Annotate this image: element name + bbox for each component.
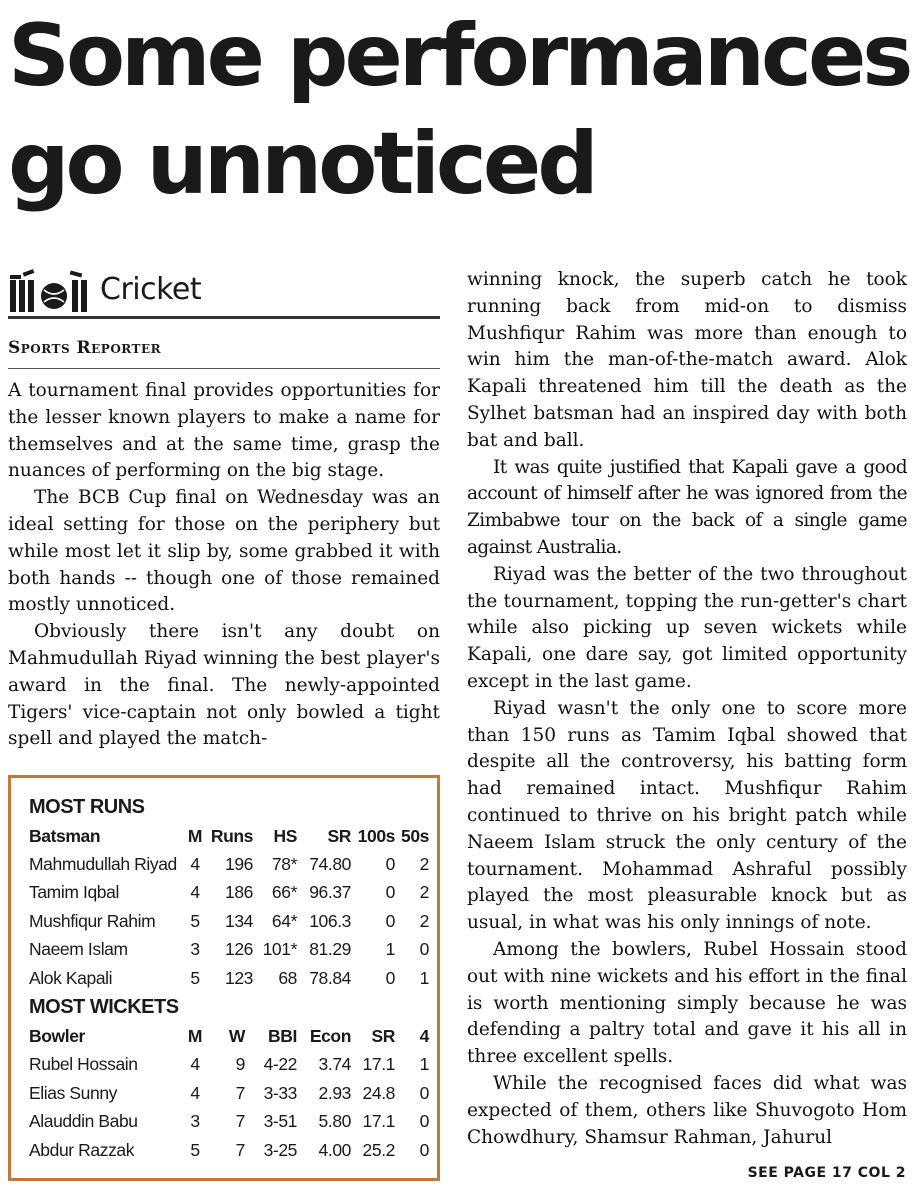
cricket-stumps-ball-icon	[8, 266, 94, 312]
most-wickets-heading: MOST WICKETS	[29, 996, 179, 1019]
table-row	[29, 936, 429, 964]
byline: Sports Reporter	[8, 338, 162, 358]
column-header: M	[187, 1026, 203, 1047]
paragraph: A tournament final provides opportunities for the lesser known players to make a name for themselves and at the same time, grasp the nuances of performing on the big stage.	[8, 380, 440, 482]
cell-four-wickets: 1	[419, 1054, 429, 1075]
cell-best-bowling: 4-22	[263, 1054, 297, 1075]
cell-best-bowling: 3-51	[263, 1111, 297, 1132]
column-header: M	[187, 825, 203, 846]
batsman-name: Mushfiqur Rahim	[29, 910, 156, 931]
cell-fifties: 2	[419, 854, 429, 875]
cell-strike-rate: 24.8	[362, 1082, 395, 1103]
cell-wickets: 7	[235, 1139, 245, 1160]
column-header: BBI	[268, 1026, 297, 1047]
headline-line-1: Some performances	[8, 6, 910, 106]
cell-four-wickets: 0	[419, 1139, 429, 1160]
cell-strike-rate: 96.37	[309, 882, 351, 903]
byline-divider	[8, 368, 440, 369]
cell-matches: 4	[190, 1054, 200, 1075]
cell-economy: 3.74	[318, 1054, 351, 1075]
table-row	[29, 1136, 429, 1164]
table-header-row	[29, 822, 429, 850]
most-wickets-table	[29, 1022, 429, 1164]
bowler-name: Elias Sunny	[29, 1082, 118, 1103]
paragraph: It was quite justified that Kapali gave a good account of himself after he was ignored from the Zimbabwe tour on the back of a single game against Australia.	[467, 456, 907, 558]
cell-four-wickets: 0	[419, 1082, 429, 1103]
cell-wickets: 7	[235, 1111, 245, 1132]
paragraph: Riyad was the better of the two throughout the tournament, topping the run-getter's chart while also picking up seven wickets while Kapali, one dare say, got limited opportunity except in the last game.	[467, 563, 907, 692]
cell-high-score: 101*	[262, 939, 297, 960]
headline	[8, 2, 913, 218]
most-runs-table	[29, 822, 429, 992]
batsman-name: Alok Kapali	[29, 967, 113, 988]
article-column-1	[8, 378, 440, 753]
cell-high-score: 66*	[271, 882, 297, 903]
cell-matches: 3	[190, 1111, 200, 1132]
cell-best-bowling: 3-33	[263, 1082, 297, 1103]
cell-runs: 134	[225, 910, 253, 931]
column-header: HS	[273, 825, 297, 846]
cell-wickets: 7	[235, 1082, 245, 1103]
section-bar	[8, 262, 440, 319]
cell-economy: 5.80	[318, 1111, 351, 1132]
most-runs-heading: MOST RUNS	[29, 796, 145, 818]
column-header: Econ	[309, 1026, 351, 1047]
paragraph: Riyad wasn't the only one to score more than 150 runs as Tamim Iqbal showed that despite all the controversy, his batting form had remained intact. Mushfiqur Rahim continued to thrive on his bright patch while Naeem Islam struck the only century of the tournament. Mohammad Ashraful possibly played the most pleasurable knock but as usual, in what was his only innings of note.	[467, 697, 907, 934]
table-row	[29, 1079, 429, 1107]
column-header: SR	[327, 825, 351, 846]
cell-fifties: 0	[419, 939, 429, 960]
cell-fifties: 2	[419, 882, 429, 903]
cell-hundreds: 1	[385, 939, 395, 960]
column-header: W	[228, 1026, 245, 1047]
cell-strike-rate: 17.1	[362, 1111, 395, 1132]
column-header: Bowler	[29, 1026, 85, 1047]
continuation-note: SEE PAGE 17 COL 2	[747, 1165, 906, 1181]
paragraph: Among the bowlers, Rubel Hossain stood out with nine wickets and his effort in the final is worth mentioning simply because he was defending a paltry total and gave it his all in three excellent spells.	[467, 938, 907, 1068]
cell-matches: 3	[190, 939, 200, 960]
cell-strike-rate: 78.84	[309, 967, 351, 988]
cell-matches: 5	[190, 967, 200, 988]
column-header: SR	[371, 1026, 395, 1047]
cell-economy: 2.93	[318, 1082, 351, 1103]
cell-high-score: 68	[278, 967, 297, 988]
article-column-2	[467, 267, 907, 1151]
column-header: 100s	[357, 825, 395, 846]
cell-runs: 196	[225, 854, 253, 875]
cell-strike-rate: 106.3	[309, 910, 351, 931]
cell-fifties: 1	[419, 967, 429, 988]
section-name: Cricket	[100, 272, 202, 307]
stats-box	[8, 775, 440, 1181]
table-row	[29, 1108, 429, 1136]
cell-strike-rate: 81.29	[309, 939, 351, 960]
cell-matches: 4	[190, 854, 200, 875]
column-header: Runs	[210, 825, 253, 846]
headline-line-2: go unnoticed	[8, 114, 595, 214]
cell-four-wickets: 0	[419, 1111, 429, 1132]
cell-fifties: 2	[419, 910, 429, 931]
cell-economy: 4.00	[318, 1139, 351, 1160]
table-header-row	[29, 1022, 429, 1050]
cell-runs: 126	[225, 939, 253, 960]
bowler-name: Alauddin Babu	[29, 1111, 138, 1132]
cell-strike-rate: 25.2	[362, 1139, 395, 1160]
cell-strike-rate: 17.1	[362, 1054, 395, 1075]
cell-hundreds: 0	[385, 882, 395, 903]
cell-matches: 5	[190, 1139, 200, 1160]
cell-matches: 4	[190, 882, 200, 903]
bowler-name: Rubel Hossain	[29, 1054, 138, 1075]
cell-matches: 4	[190, 1082, 200, 1103]
paragraph: The BCB Cup final on Wednesday was an ideal setting for those on the periphery but while most let it slip by, some grabbed it with both hands -- though one of those remained mostly unnoticed.	[8, 487, 440, 616]
column-header: 4	[419, 1026, 429, 1047]
column-header: 50s	[401, 825, 429, 846]
batsman-name: Tamim Iqbal	[29, 882, 119, 903]
table-row	[29, 850, 429, 878]
cell-hundreds: 0	[385, 854, 395, 875]
cell-best-bowling: 3-25	[263, 1139, 297, 1160]
bowler-name: Abdur Razzak	[29, 1139, 135, 1160]
cell-runs: 123	[225, 967, 253, 988]
cell-hundreds: 0	[385, 910, 395, 931]
batsman-name: Mahmudullah Riyad	[29, 854, 177, 875]
paragraph: While the recognised faces did what was expected of them, others like Shuvogoto Hom Chowdhury, Shamsur Rahman, Jahurul	[467, 1072, 907, 1148]
cell-hundreds: 0	[385, 967, 395, 988]
cell-wickets: 9	[235, 1054, 245, 1075]
cell-matches: 5	[190, 910, 200, 931]
table-row	[29, 964, 429, 992]
cell-runs: 186	[225, 882, 253, 903]
paragraph: winning knock, the superb catch he took running back from mid-on to dismiss Mushfiqur Rahim was more than enough to win him the man-of-the-match award. Alok Kapali threatened him till the death as the Sylhet batsman had an inspired day with both bat and ball.	[467, 269, 907, 451]
table-row	[29, 907, 429, 935]
paragraph: Obviously there isn't any doubt on Mahmudullah Riyad winning the best player's award in the final. The newly-appointed Tigers' vice-captain not only bowled a tight spell and played the match-	[8, 621, 440, 750]
cell-strike-rate: 74.80	[309, 854, 351, 875]
table-row	[29, 1051, 429, 1079]
cell-high-score: 64*	[271, 910, 297, 931]
table-row	[29, 879, 429, 907]
batsman-name: Naeem Islam	[29, 939, 128, 960]
cell-high-score: 78*	[271, 854, 297, 875]
column-header: Batsman	[29, 825, 101, 846]
